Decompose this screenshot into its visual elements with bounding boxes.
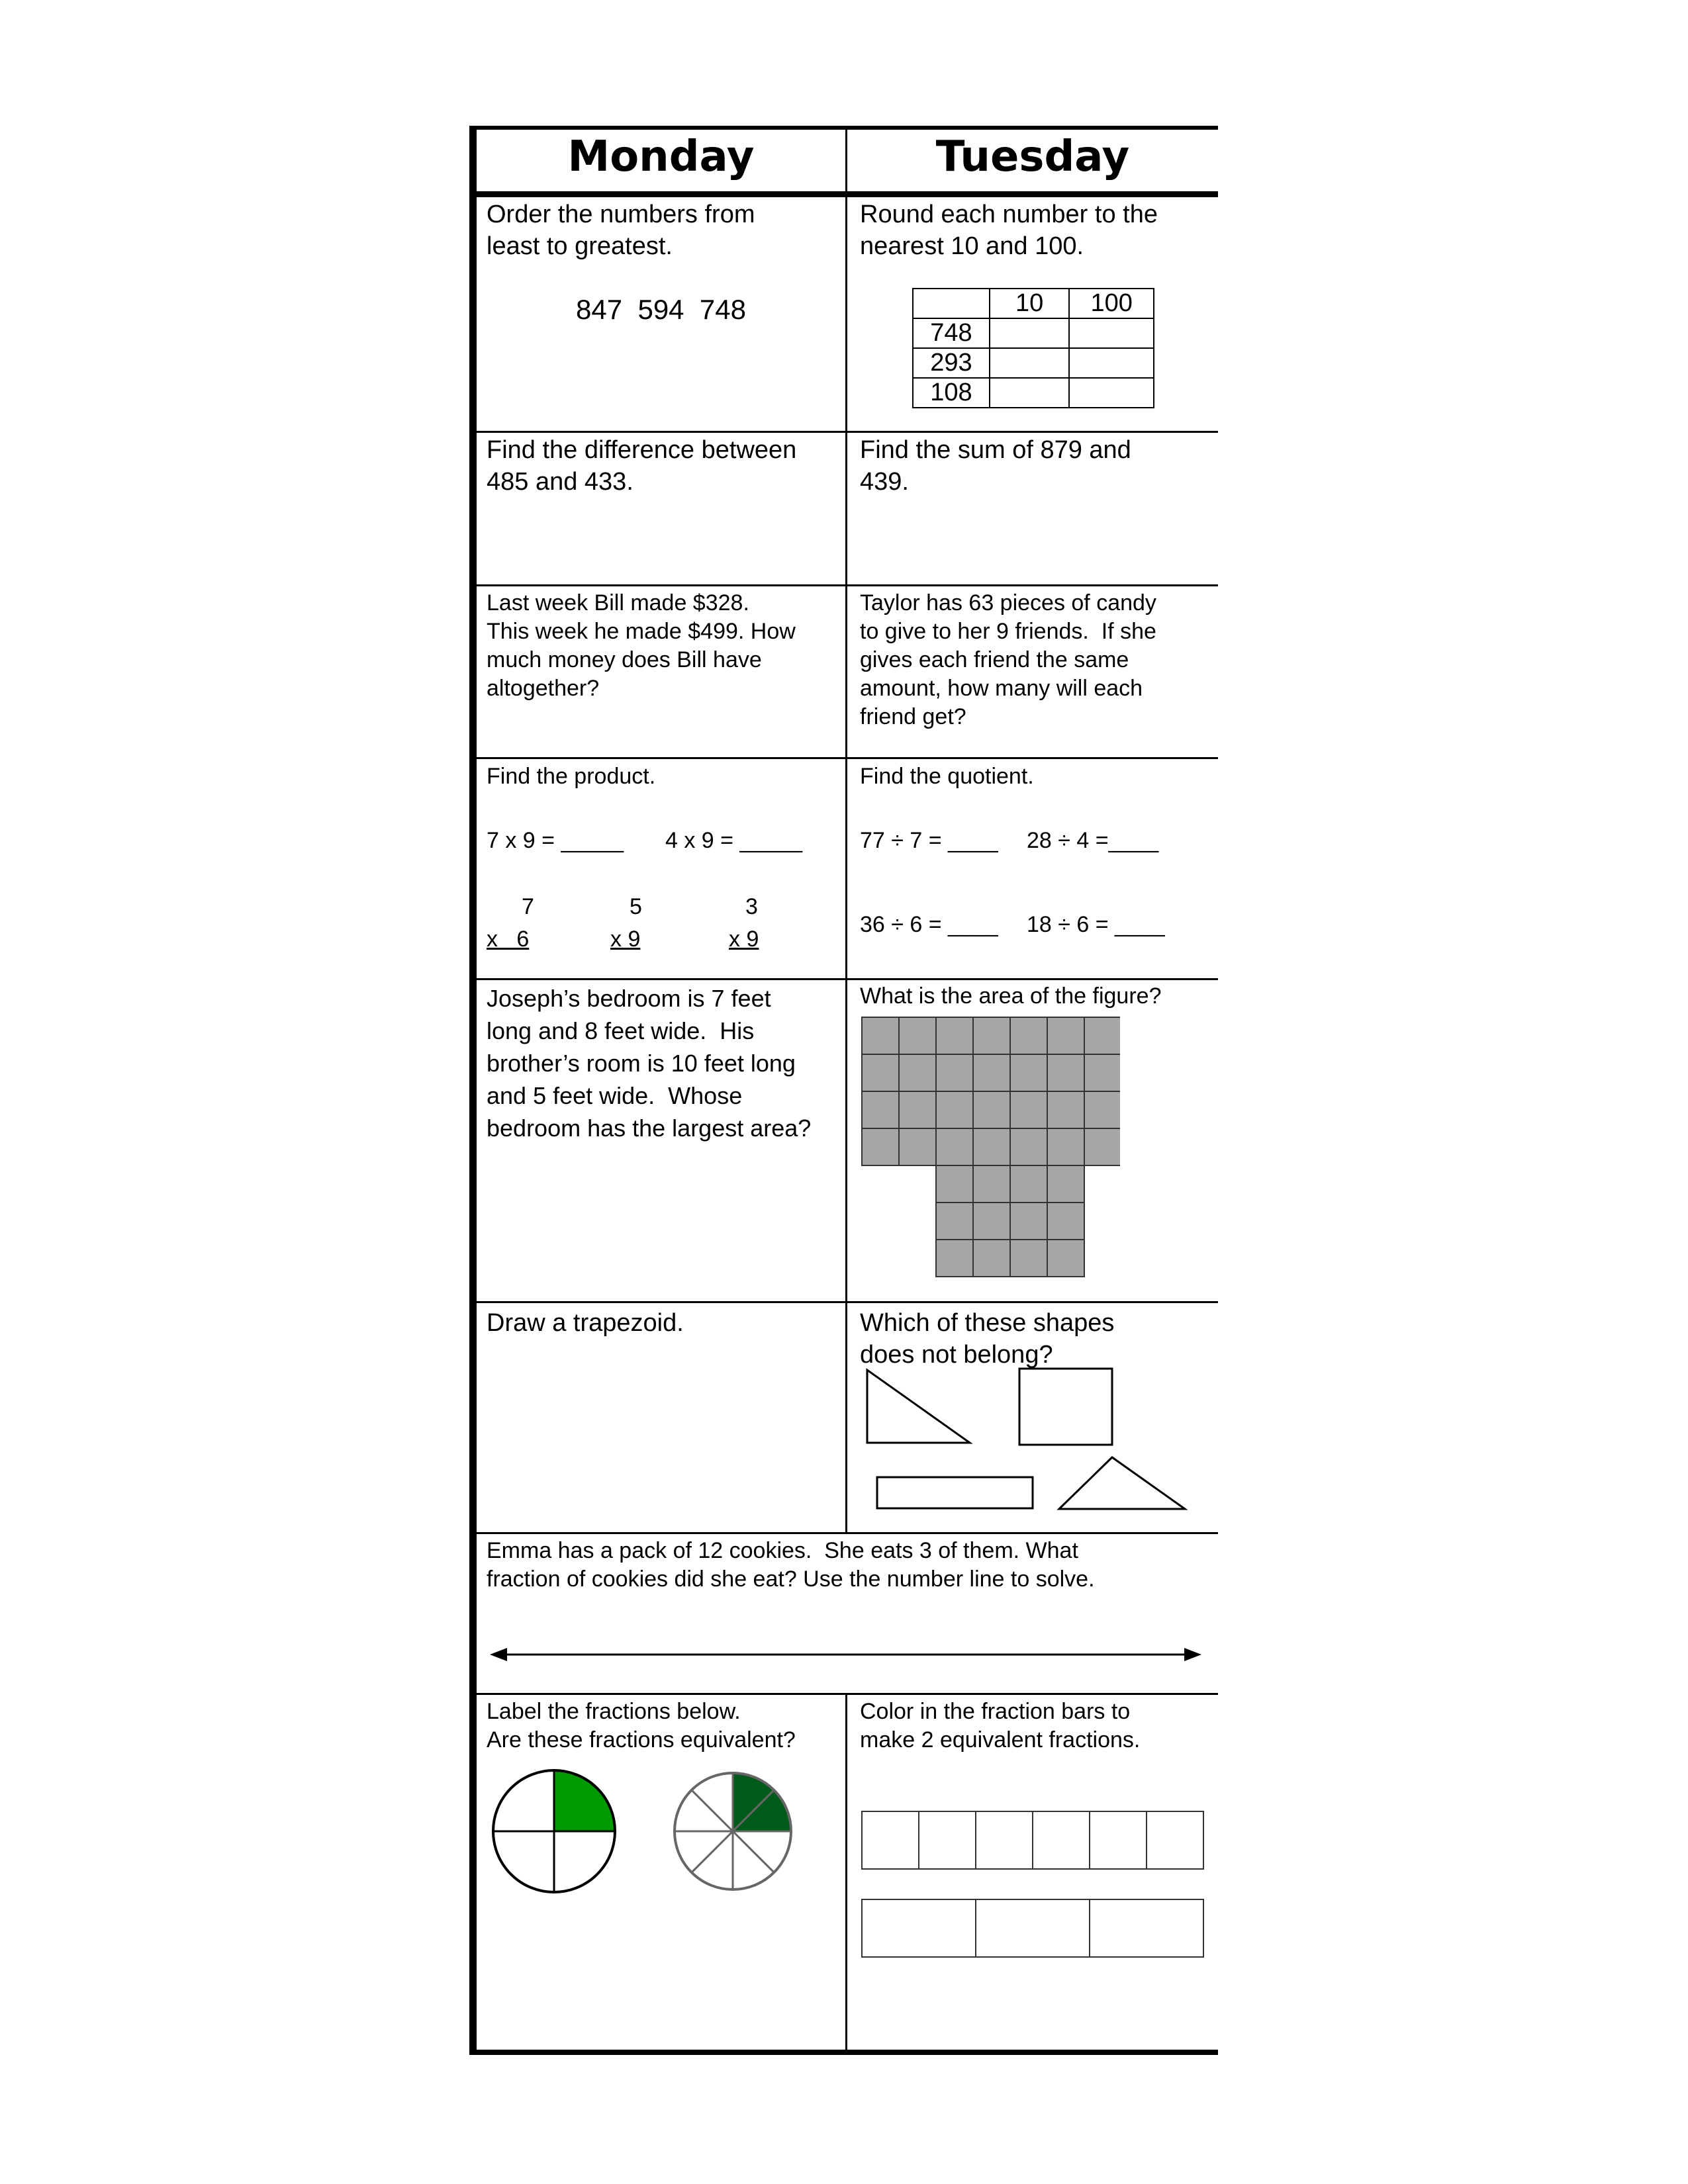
fraction-bars[interactable] [861, 1810, 1208, 1972]
emma-cookies-prompt: Emma has a pack of 12 cookies. She eats 3 of them. What fraction of cookies did she eat? Use the number line to solve. [487, 1538, 1095, 1592]
product-equation: 7 x 9 = _____ [487, 828, 624, 853]
grid-square [862, 1128, 899, 1165]
column-divider-bottom [845, 1694, 847, 2052]
fraction-bar-cell[interactable] [1147, 1811, 1203, 1869]
row-divider [473, 1301, 1218, 1303]
header-bottom-border [469, 191, 1218, 197]
grid-square [1010, 1165, 1047, 1203]
row-divider [473, 1532, 1218, 1534]
grid-square [936, 1054, 973, 1091]
grid-square [1084, 1054, 1120, 1091]
right-triangle-shape[interactable] [867, 1370, 970, 1443]
grid-square [973, 1054, 1010, 1091]
grid-square [1047, 1203, 1084, 1240]
quotient-equation: 77 ÷ 7 = ____ [860, 828, 998, 853]
vertical-top: 7 [522, 894, 534, 919]
grid-square [862, 1091, 899, 1128]
bill-money-prompt: Last week Bill made $328. This week he made $499. How much money does Bill have altogether? [487, 590, 796, 701]
shapes-figure [861, 1363, 1205, 1522]
grid-square [1047, 1017, 1084, 1054]
grid-square [862, 1017, 899, 1054]
frame-bottom-border [469, 2050, 1218, 2055]
grid-square [899, 1128, 936, 1165]
row-divider [473, 584, 1218, 586]
grid-square [1047, 1128, 1084, 1165]
grid-square [973, 1165, 1010, 1203]
fraction-bar-cell[interactable] [862, 1899, 976, 1957]
rounding-header-100: 100 [1069, 289, 1154, 318]
grid-square [936, 1017, 973, 1054]
grid-square [1010, 1128, 1047, 1165]
number-line[interactable] [490, 1641, 1201, 1668]
fraction-circle-fourths [493, 1770, 615, 1892]
answer-cell[interactable] [1069, 318, 1154, 348]
round-numbers-prompt: Round each number to the nearest 10 and 100. [860, 201, 1158, 260]
frame-left-border [469, 126, 477, 2055]
taylor-candy-prompt: Taylor has 63 pieces of candy to give to her 9 friends. If she gives each friend the same amount, how many will each friend get? [860, 590, 1156, 729]
grid-square [1084, 1017, 1120, 1054]
monday-header: Monday [567, 132, 755, 181]
row-divider [473, 1693, 1218, 1695]
grid-square [899, 1017, 936, 1054]
grid-square [1047, 1165, 1084, 1203]
sum-prompt: Find the sum of 879 and 439. [860, 436, 1131, 496]
product-equation: 4 x 9 = _____ [665, 828, 803, 853]
grid-square [936, 1091, 973, 1128]
grid-square [899, 1054, 936, 1091]
answer-cell[interactable] [1069, 348, 1154, 378]
label-fractions-prompt: Label the fractions below. Are these fractions equivalent? [487, 1699, 796, 1752]
grid-square [1047, 1091, 1084, 1128]
grid-square [936, 1165, 973, 1203]
grid-square [1084, 1128, 1120, 1165]
quotient-equation: 18 ÷ 6 = ____ [1027, 912, 1165, 937]
vertical-bottom: x 9 [729, 927, 759, 952]
rounding-value: 293 [913, 348, 990, 378]
fraction-circle-eighths [675, 1773, 791, 1889]
rounding-value: 108 [913, 378, 990, 408]
area-grid-figure [861, 1016, 1120, 1291]
fraction-bar-cell[interactable] [1090, 1811, 1147, 1869]
answer-cell[interactable] [990, 378, 1069, 408]
grid-square [973, 1203, 1010, 1240]
triangle-shape[interactable] [1059, 1457, 1185, 1509]
quotient-prompt: Find the quotient. [860, 764, 1034, 789]
vertical-bottom: x 9 [610, 927, 641, 952]
grid-square [1010, 1017, 1047, 1054]
order-numbers-values: 847 594 748 [576, 294, 746, 325]
grid-square [973, 1091, 1010, 1128]
row-divider [473, 978, 1218, 980]
grid-square [936, 1203, 973, 1240]
bedroom-area-prompt: Joseph’s bedroom is 7 feet long and 8 feet wide. His brother’s room is 10 feet long and 5 feet wide. Whose bedroom has the largest area? [487, 985, 812, 1142]
grid-square [1010, 1054, 1047, 1091]
answer-cell[interactable] [990, 348, 1069, 378]
grid-square [973, 1128, 1010, 1165]
difference-prompt: Find the difference between 485 and 433. [487, 436, 797, 496]
grid-square [1010, 1091, 1047, 1128]
column-divider-top [845, 126, 847, 1532]
order-numbers-prompt: Order the numbers from least to greatest. [487, 201, 755, 260]
rounding-header-10: 10 [990, 289, 1069, 318]
area-figure-prompt: What is the area of the figure? [860, 983, 1162, 1009]
row-divider [473, 431, 1218, 433]
shapes-prompt: Which of these shapes does not belong? [860, 1309, 1115, 1369]
rounding-value: 748 [913, 318, 990, 348]
grid-square [1010, 1240, 1047, 1277]
answer-cell[interactable] [1069, 378, 1154, 408]
fraction-bar-cell[interactable] [862, 1811, 919, 1869]
grid-square [1010, 1203, 1047, 1240]
grid-square [973, 1240, 1010, 1277]
grid-square [899, 1091, 936, 1128]
vertical-bottom: x 6 [487, 927, 530, 952]
fraction-bar-cell[interactable] [976, 1899, 1090, 1957]
frame-top-border [469, 126, 1218, 130]
fraction-bar-cell[interactable] [919, 1811, 976, 1869]
grid-square [936, 1240, 973, 1277]
fraction-bar-cell[interactable] [1033, 1811, 1090, 1869]
row-divider [473, 757, 1218, 759]
arrow-left-icon [490, 1648, 507, 1661]
arrow-right-icon [1184, 1648, 1201, 1661]
grid-square [1084, 1091, 1120, 1128]
rectangle-shape[interactable] [877, 1477, 1033, 1508]
rounding-table [912, 288, 1154, 408]
grid-square [936, 1128, 973, 1165]
grid-square [862, 1054, 899, 1091]
grid-square [1047, 1240, 1084, 1277]
quotient-equation: 28 ÷ 4 =____ [1027, 828, 1159, 853]
trapezoid-prompt: Draw a trapezoid. [487, 1309, 684, 1337]
grid-square [1047, 1054, 1084, 1091]
fraction-bar-cell[interactable] [1090, 1899, 1203, 1957]
square-shape[interactable] [1019, 1369, 1112, 1445]
vertical-top: 5 [630, 894, 642, 919]
grid-square [973, 1017, 1010, 1054]
fraction-circles [487, 1764, 804, 1909]
tuesday-header: Tuesday [935, 132, 1130, 181]
fraction-bar-cell[interactable] [976, 1811, 1033, 1869]
product-prompt: Find the product. [487, 764, 656, 789]
answer-cell[interactable] [990, 318, 1069, 348]
quotient-equation: 36 ÷ 6 = ____ [860, 912, 998, 937]
fraction-bars-prompt: Color in the fraction bars to make 2 equivalent fractions. [860, 1699, 1141, 1752]
vertical-top: 3 [745, 894, 758, 919]
